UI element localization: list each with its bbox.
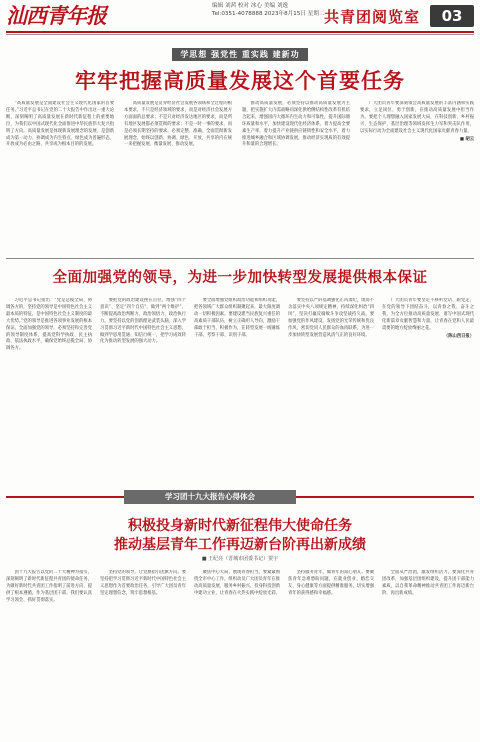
article1-column-1: “高质量发展是全面建设社会主义现代化国家的首要任务。”习近平总书记在党的二十大报告中作出这一重大论断，深刻阐明了高质量发展在新时代新征程上的重要地位，为我们以中国式现代化全面推进中华民族伟大复兴指明了方向。高质量发展是体现新发展理念的发展，是创新成为第一动力、协调成为内生特点、绿色成为普遍形态、开放成为必由之路、共享成为根本目的的发展。	[6, 101, 114, 148]
article2-column-1: 习近平总书记指出：“党是总揽全局、协调各方的，坚持党的领导是中国特色社会主义最本质的特征，是中国特色社会主义制度的最大优势。”党的领导是推进各项事业发展的根本保证。全面加强党的领导，必须坚持和完善党的领导制度体系，提高党科学执政、民主执政、依法执政水平，确保党始终总揽全局、协调各方。	[6, 298, 92, 352]
article2-column-2: 要把党的政治建设摆在首位，增强“四个意识”、坚定“四个自信”、做到“两个维护”，不断提高政治判断力、政治领悟力、政治执行力。要坚持以党的创新理论武装头脑，深入学习贯彻习近平新时代中国特色社会主义思想，做到学思用贯通、知信行统一，把学习成效转化为推动转型发展的强大动力。	[100, 298, 186, 345]
editor-credits: 编辑 刘茜 校对 冰心 美编 刘逸	[212, 3, 289, 9]
article3-byline: ■ 王纪亮（晋城市团委书记）贺宇	[201, 556, 279, 562]
masthead	[0, 0, 480, 42]
article3-section-label: 学习团十九大报告心得体会	[124, 490, 296, 504]
masthead-rule	[6, 31, 474, 33]
article2-column-4: 要坚持以严的基调强化正风肃纪，锲而不舍落实中央八项规定精神，持续深化纠治“四风”，坚决打赢反腐败斗争攻坚战持久战。要加强党的作风建设，发扬党的光荣传统和优良作风，密切党同人民群众的血肉联系，为进一步加快转型发展营造风清气正的良好环境。	[288, 298, 374, 338]
article3-column-5: 全面从严治团，激发组织活力。要深化共青团改革，加强基层团组织建设，提升团干部能力素质，以自我革命精神推动共青团工作再迈新台阶、再出新成绩。	[382, 570, 474, 596]
article2-column-5: 广大团员青年要坚定不移听党话、跟党走，在党的领导下团结奋斗，以青春之我、奋斗之我，为全方位推动高质量发展、谱写中国式现代化新篇章贡献智慧和力量，让青春在党和人民最需要的地方绽放绚丽之花。 （陈山西日报）	[382, 298, 474, 339]
article3-column-4: 坚持服务青年，做青年的知心朋友。要聚焦青年急难愁盼问题，在就业创业、婚恋交友、身心健康等方面提供精准服务，切实增强青年的获得感和幸福感。	[288, 570, 374, 596]
article3-headline-line1: 积极投身新时代新征程伟大使命任务	[128, 518, 352, 534]
article2-column-3: 要全面增强党组织政治功能和组织功能，把各领域广大群众组织凝聚起来，最大限度调动一切积极因素。要建设堪当民族复兴重任的高素质干部队伍，树立正确用人导向，激励干部敢于担当、积极作为，在转型发展一线锤炼干部、考察干部、识别干部。	[194, 298, 280, 338]
article3-column-3: 聚焦中心大局，展现青春担当。要紧紧围绕全市中心工作，组织动员广大团员青年在推动高质量发展、服务乡村振兴、投身科技创新中建功立业，让青春在火热实践中绽放光彩。	[194, 570, 280, 596]
section-divider-1	[6, 258, 474, 259]
article2-headline: 全面加强党的领导，为进一步加快转型发展提供根本保证	[52, 270, 428, 286]
article3-column-2: 坚持党的领导，让党旗指引团旗方向。要坚持把学习贯彻习近平新时代中国特色社会主义思想作为首要政治任务，引导广大团员青年坚定理想信念，筑牢思想根基。	[100, 570, 186, 596]
newspaper-logo: 汕西青年报	[6, 3, 106, 28]
masthead-rule-thin	[6, 34, 474, 35]
article3-column-1: 团十九大报告以党的二十大精神为指引，深刻阐明了新时代新征程共青团的使命任务，为做好新时代共青团工作指明了前进方向、提供了根本遵循。作为基层团干部，我们要认真学习领会、抓好贯彻落实。	[6, 570, 92, 603]
article1-kicker: 学思想 强党性 重实践 建新功	[172, 48, 308, 61]
page-number-badge: 03	[430, 5, 474, 27]
article2-byline: （陈山西日报）	[443, 333, 474, 339]
article3-section-bar	[6, 489, 474, 505]
issue-date: Tel:0351-4078888 2023年8月15日 星期二	[212, 11, 325, 17]
article1-column-2: 高质量发展是贯穿经济社会发展各领域和全过程的根本要求，不只是经济领域的要求，而是对经济社会发展方方面面的总要求；不是只对经济发达地区的要求，而是所有地区发展都必须贯彻的要求；不是一时一事的要求，而是必须长期坚持的要求。必须完整、准确、全面贯彻新发展理念，始终以创新、协调、绿色、开放、共享的内在统一来把握发展、衡量发展、推动发展。	[124, 101, 232, 148]
article1-column-3: 推动高质量发展，必须坚持以推动高质量发展为主题，把实施扩大内需战略同深化供给侧结构性改革有机结合起来，增强国内大循环内生动力和可靠性，提升国际循环质量和水平，加快建设现代化经济体系，着力提高全要素生产率，着力提升产业链供应链韧性和安全水平，着力推进城乡融合和区域协调发展，推动经济实现质的有效提升和量的合理增长。	[242, 101, 350, 148]
article1-headline: 牢牢把握高质量发展这个首要任务	[75, 69, 405, 93]
article3-headline-line2: 推动基层青年工作再迈新台阶再出新成绩	[114, 537, 366, 553]
section-title: 共青团阅览室	[324, 8, 421, 26]
article1-column-4: 广大团员青年要深刻领会高质量发展的丰富内涵和实践要求，立足岗位、勇于创新，在推动高质量发展中担当作为。要把个人理想融入国家发展大局，在科技创新、乡村振兴、生态保护、基层治理等领域发挥生力军和突击队作用，以实际行动为全面建设社会主义现代化国家贡献青春力量。 ■ 胡云	[360, 101, 474, 142]
article1-byline: ■ 胡云	[459, 136, 474, 142]
